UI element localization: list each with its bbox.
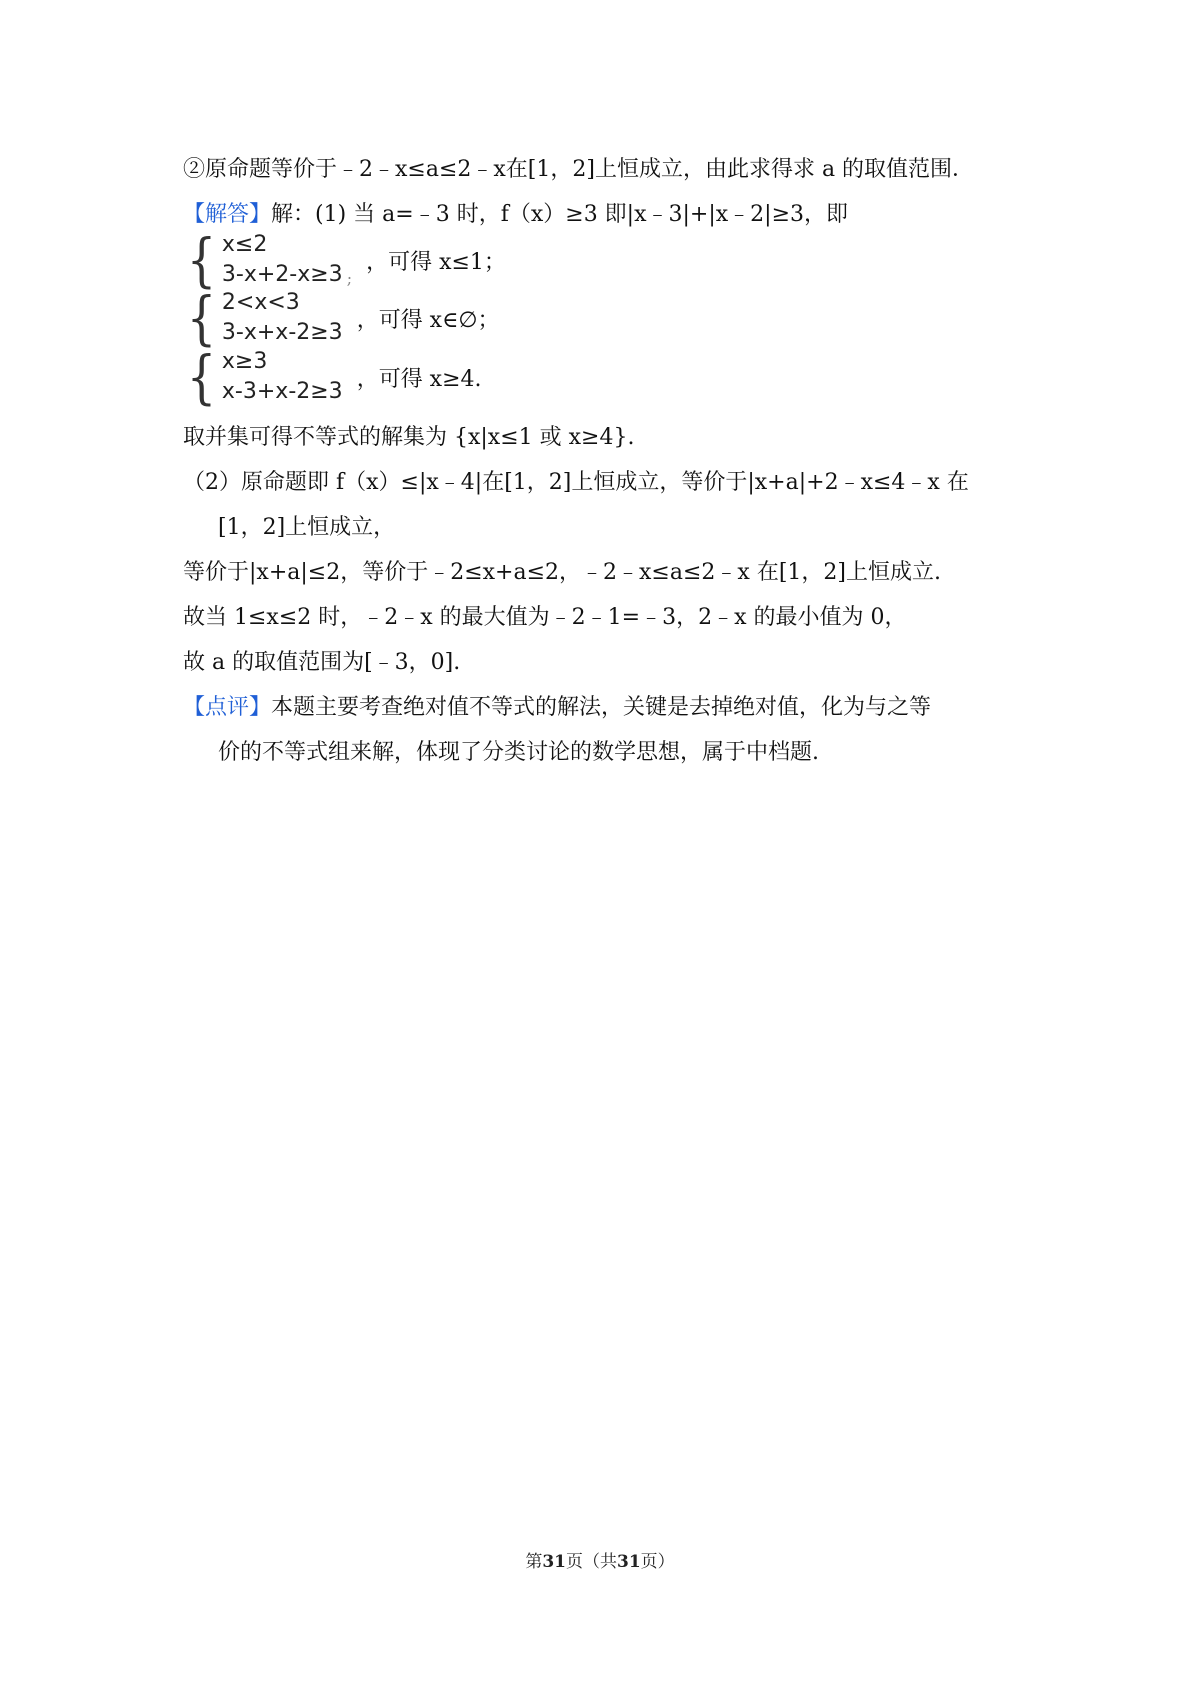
brace-icon: {	[186, 226, 217, 294]
inequality-system-3	[183, 343, 482, 411]
system-semicolon: ;	[346, 269, 353, 288]
comment-line	[183, 693, 931, 723]
part2-continued: [1，2]上恒成立，	[218, 515, 396, 540]
brace-icon: {	[186, 343, 217, 411]
range-line: 故 a 的取值范围为[﹣3，0].	[183, 650, 461, 675]
system-row: x≤2	[221, 232, 268, 257]
part2-line: （2）原命题即 f（x）≤|x﹣4|在[1，2]上恒成立，等价于|x+a|+2﹣x≤4﹣x 在	[183, 470, 969, 495]
inequality-system-2	[183, 284, 500, 352]
system-result: ，可得 x≥4.	[356, 366, 482, 392]
system-row: 2<x<3	[221, 290, 300, 315]
system-result: ，可得 x≤1；	[366, 249, 506, 275]
footer-suffix: 页）	[640, 1552, 675, 1572]
footer-prefix: 第	[525, 1552, 543, 1572]
equivalence-line: 等价于|x+a|≤2，等价于﹣2≤x+a≤2，﹣2﹣x≤a≤2﹣x 在[1，2]上恒成立.	[183, 560, 941, 585]
system-row: 3-x+2-x≥3	[221, 262, 343, 287]
footer-page-number: 31	[542, 1552, 566, 1572]
solution-set-line: 取并集可得不等式的解集为 {x|x≤1 或 x≥4}.	[183, 425, 635, 450]
system-row: x-3+x-2≥3	[221, 379, 343, 404]
inequality-system-1	[183, 226, 506, 294]
comment-continued: 价的不等式组来解，体现了分类讨论的数学思想，属于中档题.	[218, 740, 819, 765]
page-footer	[0, 1547, 1200, 1572]
system-row: x≥3	[221, 349, 268, 374]
extremum-line: 故当 1≤x≤2 时，﹣2﹣x 的最大值为﹣2﹣1=﹣3，2﹣x 的最小值为 0，	[183, 605, 907, 630]
system-result: ，可得 x∈∅；	[356, 307, 500, 333]
answer-tag: 【解答】	[183, 202, 272, 227]
comment-tag: 【点评】	[183, 695, 272, 720]
footer-middle: 页（共	[566, 1552, 617, 1572]
answer-intro	[183, 200, 848, 230]
answer-intro-text: 解：(1) 当 a=﹣3 时，f（x）≥3 即|x﹣3|+|x﹣2|≥3，即	[271, 202, 849, 227]
hint-line: ②原命题等价于﹣2﹣x≤a≤2﹣x在[1，2]上恒成立，由此求得求 a 的取值范围．	[183, 157, 975, 182]
comment-text: 本题主要考查绝对值不等式的解法，关键是去掉绝对值，化为与之等	[271, 695, 932, 720]
system-row: 3-x+x-2≥3	[221, 320, 343, 345]
footer-total-pages: 31	[617, 1552, 641, 1572]
brace-icon: {	[186, 284, 217, 352]
